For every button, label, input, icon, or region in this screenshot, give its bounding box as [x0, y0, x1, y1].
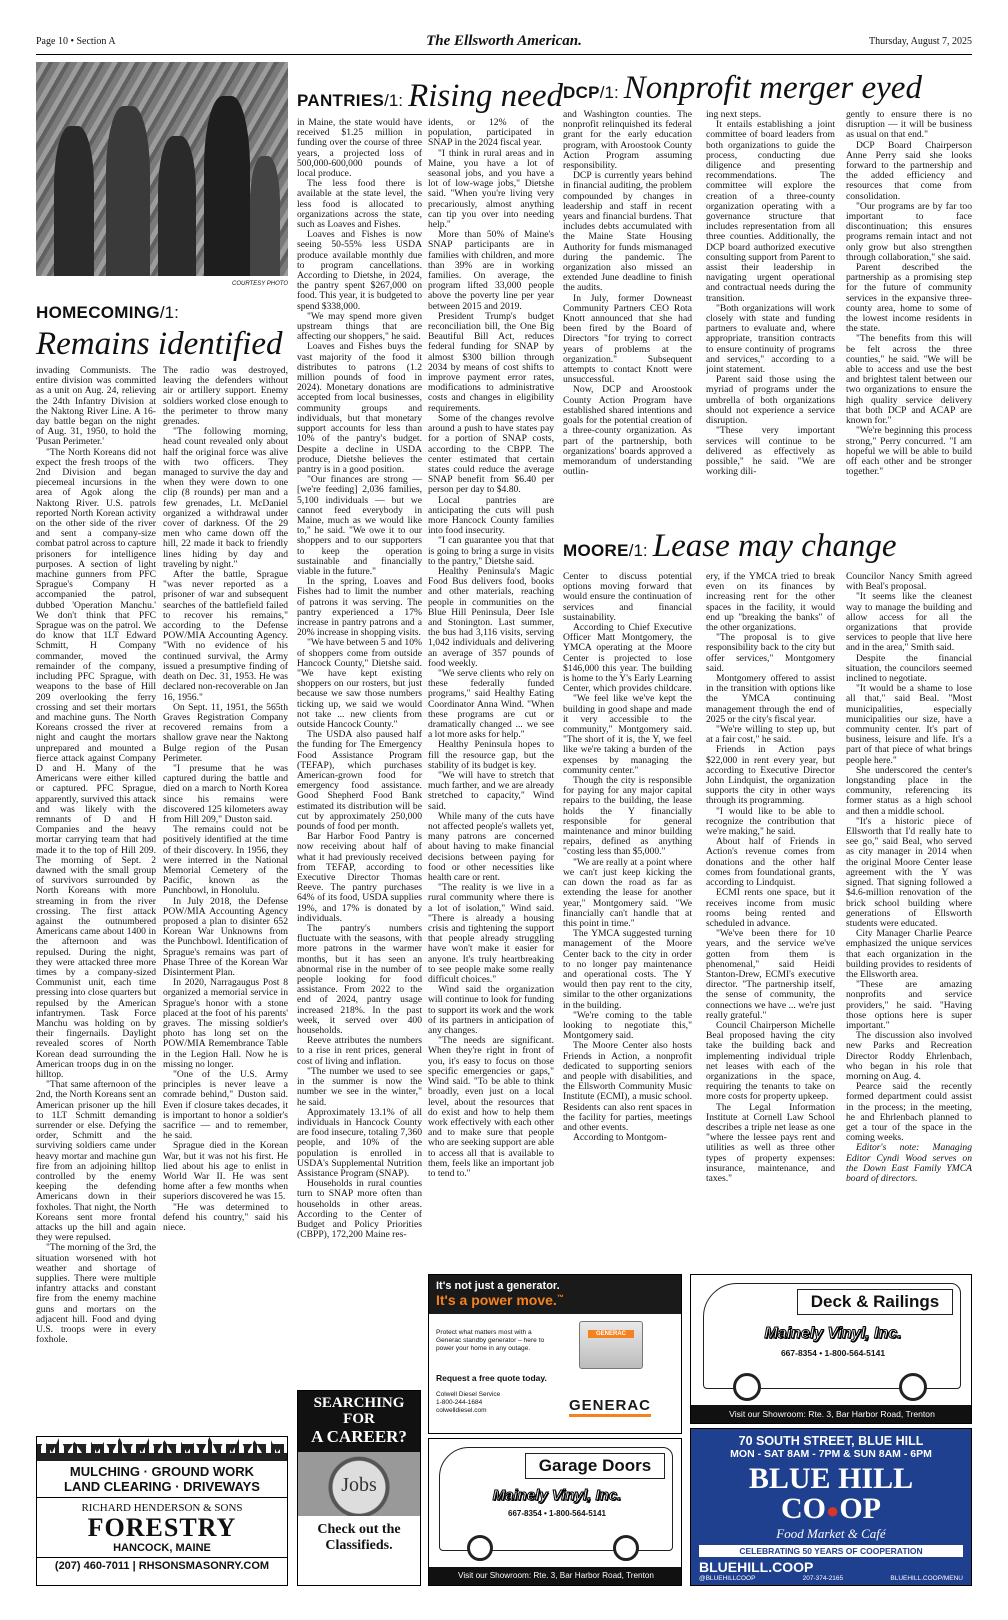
deck-brand: Mainely Vinyl, Inc.	[764, 1325, 902, 1342]
article-paragraph: "The reality is we live in a rural community where there is a lot of isolation," Wind said. "There is already a housing crisis and tightening the support that people already struggling have won't make it easier for anyone. It's truly heartbreaking to see people make some really difficult choices."	[428, 882, 554, 986]
moore-column-3	[846, 572, 972, 1257]
article-paragraph: "We may spend more given upstream things that are affecting our shoppers," he said.	[297, 310, 422, 343]
article-paragraph: After the battle, Sprague "was never reported as a prisoner of war and subsequent searches of the battlefield failed to recover his remains," according to the Defense POW/MIA Accounting Agency. "With no evidence of his continued survival, the Army issued a presumptive finding of death on Dec. 31, 1953. He was declared non-recoverable on Jan 16, 1956."	[163, 569, 288, 703]
dcp-slash: /1:	[599, 83, 619, 102]
article-paragraph: ing next steps.	[706, 110, 762, 120]
article-paragraph: Sprague died in the Korean War, but it was not his first. He lied about his age to enlist in World War II. He was sent home after a few months when superiors discovered he was 15.	[163, 1140, 288, 1203]
deck-title: Deck & Railings	[797, 1289, 953, 1315]
article-paragraph: In 2020, Narragaugus Post 8 organized a memorial service in Sprague's honor with a stone placed at the foot of his parents' graves. The missing soldier's photo has long set on the POW/MIA Remembrance Table in the Legion Hall. Now he is missing no longer.	[163, 977, 288, 1070]
pantries-column-1	[297, 118, 422, 1278]
photo-credit: COURTESY PHOTO	[231, 281, 288, 287]
homecoming-jump-label	[36, 303, 288, 323]
bluehill-social[interactable]: @BLUEHILLCOOP	[699, 1575, 756, 1582]
article-paragraph: "We're coming to the table looking to negotiate this," Montgomery said.	[563, 1009, 692, 1042]
article-paragraph: The YMCA suggested turning management of the Moore Center back to the city in order to no longer pay maintenance and operational costs. The Y would then pay rent to the city, similar to the other organizations in the building.	[563, 928, 692, 1011]
article-paragraph: In July 2018, the Defense POW/MIA Accounting Agency proposed a plan to disinter 652 Korean War Unknowns from the Punchbowl. Identification of Sprague's remains was part of Phase Three of the Korean War Disinterment Plan.	[163, 895, 288, 978]
article-paragraph: Though the city is responsible for paying for any major capital repairs to the building, the lease holds the Y financially responsible for general maintenance and minor building repairs, defined as anything "costing less than $5,000."	[563, 775, 692, 858]
bluehill-menu[interactable]: BLUEHILL.COOP/MENU	[890, 1575, 963, 1582]
career-bottom: Check out the Classifieds.	[317, 1522, 401, 1553]
generac-web: colwelldiesel.com	[436, 1407, 487, 1414]
dcp-slug: DCP	[563, 83, 600, 102]
article-paragraph: She underscored the center's longstanding place in the community, referencing its former status as a high school and then a middle school.	[846, 764, 972, 817]
bluehill-web[interactable]: BLUEHILL.COOP	[699, 1559, 814, 1575]
generac-dealer: Colwell Diesel Service	[436, 1391, 501, 1398]
article-paragraph: "The proposal is to give responsibility back to the city but offer services," Montgomery said.	[706, 632, 835, 674]
article-paragraph: "He was determined to defend his country," said his niece.	[163, 1201, 288, 1234]
article-paragraph: DCP Board Chairperson Anne Perry said she looks forward to the partnership and the added efficiency and resources that come from consolidation.	[846, 139, 972, 202]
van-wheel-rear	[613, 1535, 639, 1561]
article-paragraph: "The morning of the 3rd, the situation worsened with hot weather and shortage of supplies. There were multiple infantry attacks and constant fire from the enemy machine guns and mortars on the adjacent hill. Food and dying U.S. troops were in every foxhole.	[36, 1242, 156, 1346]
article-paragraph: While many of the cuts have not affected people's wallets yet, many patrons are concerned about having to make financial decisions between paying for food or other necessities like health care or rent.	[428, 810, 554, 884]
forestry-services-1: MULCHING · GROUND WORK	[69, 1464, 255, 1479]
article-paragraph: More than 50% of Maine's SNAP participants are in families with children, and more than 39% are in working families. On average, the program lifted 33,000 people above the poverty line per year between 2015 and 2019.	[428, 229, 554, 312]
article-paragraph: invading Communists. The entire division was committed as a unit on Aug. 24, relieving the 24th Infantry Division at the Naktong River Line. A 16-day battle began on the night of Aug. 31, 1950, to hold the 'Pusan Perimeter.'	[36, 366, 156, 448]
garage-title: Garage Doors	[525, 1453, 665, 1479]
article-paragraph: "I would like to be able to recognize the contribution that we're making," he said.	[706, 805, 835, 838]
header-rule	[36, 54, 972, 55]
apple-icon: ●	[826, 1498, 840, 1523]
career-top: SEARCHING FOR	[313, 1395, 405, 1427]
homecoming-column-1	[36, 366, 156, 1426]
article-paragraph: "That same afternoon of the 2nd, the North Koreans sent an American prisoner up the hill to 1LT Schmitt demanding surrender or else. Defying the order, Schmitt and the surviving soldiers came under heavy mortar and machine gun fire from an adjoining hilltop controlled by the enemy keeping the defending Americans down in their foxholes. That night, the North Koreans sent more frontal attacks up the hill and again they were repulsed.	[36, 1079, 156, 1244]
homecoming-slug: HOMECOMING	[36, 303, 160, 322]
article-paragraph: Reeve attributes the numbers to a rise in rent prices, general cost of living and inflation.	[297, 1035, 422, 1067]
article-paragraph: Councilor Nancy Smith agreed with Beal's proposal.	[846, 572, 972, 593]
generac-body: Protect what matters most with a Generac standby generator – here to power your home in any outage.	[436, 1329, 545, 1352]
deck-van-wheel-front	[733, 1373, 761, 1401]
article-paragraph: gently to ensure there is no disruption — it will be business as usual on that end."	[846, 110, 972, 141]
issue-date: Thursday, August 7, 2025	[869, 36, 972, 47]
article-paragraph: The remains could not be positively identified at the time of their discovery. In 1956, they were interred in the National Memorial Cemetery of the Pacific, known as the Punchbowl, in Honolulu.	[163, 824, 288, 897]
bluehill-celebrate: CELEBRATING 50 YEARS OF COOPERATION	[699, 1545, 963, 1557]
article-paragraph: "Our finances are strong — [we're feeding] 2,036 families, 5,100 individuals — but we cannot feed everybody in Maine, much as we would like to," he said. "We owe it to our shoppers and to our supporters to keep the operation sustainable and financially viable in the future."	[297, 474, 422, 577]
generac-line1: It's not just a generator.	[436, 1280, 560, 1292]
forestry-ad[interactable]	[36, 1436, 288, 1586]
article-paragraph: Households in rural counties turn to SNAP more often than households in other areas. According to the Center of Budget and Policy Priorities (CBPP), 172,200 Maine res-	[297, 1178, 422, 1241]
article-paragraph: Loaves and Fishes is now seeing 50-55% less USDA produce available monthly due to program cancellations. According to Dietshe, in 2024, the pantry spent $267,000 on food. This year, it is budgeted to spend $338,000.	[297, 229, 422, 312]
article-paragraph: The radio was destroyed, leaving the defenders without air or artillery support. Enemy soldiers worked close enough to the perimeter to throw many grenades.	[163, 366, 288, 428]
article-paragraph: It entails establishing a joint committee of board leaders from both organizations to guide the process, conducting due diligence and presenting recommendations. The committee will explore the creation of a three-county organization operating with a governance structure that includes representation from all three counties. Additionally, the DCP board authorized executive consulting support from Parent to assist their leadership in navigating urgent operational and contractual needs during the transition.	[706, 119, 835, 304]
bluehill-name: BLUE HILL	[748, 1462, 914, 1495]
article-paragraph: "Both organizations will work closely with state and funding partners to evaluate and, where appropriate, transition contracts to ensure continuity of programs and services," according to a joint statement.	[706, 302, 835, 376]
moore-headline: Lease may change	[652, 528, 897, 564]
article-paragraph: "We're beginning this process strong," Perry concurred. "I am hopeful we will be able to build off each other and be stronger together."	[846, 425, 972, 478]
article-paragraph: Bar Harbor Food Pantry is now receiving about half of what it had previously received from TEFAP, according to Executive Director Thomas Reeve. The pantry purchases 64% of its food, USDA supplies 19%, and 17% is donated by individuals.	[297, 831, 422, 924]
article-paragraph: Parent said those using the myriad of programs under the umbrella of both organizations should not experience a service disruption.	[706, 374, 835, 427]
homecoming-slash: /1:	[159, 303, 179, 322]
article-paragraph: The USDA also paused half the funding for The Emergency Food Assistance Program (TEFAP), which purchases American-grown food for emergency food assistance. Good Shepherd Food Bank estimated its distribution will be cut by approximately 250,000 pounds of food per month.	[297, 729, 422, 833]
article-paragraph: Wind said the organization will continue to look for funding to support its work and the work of its partners in anticipation of any changes.	[428, 984, 554, 1037]
article-paragraph: "The North Koreans did not expect the fresh troops of the 2nd Division and began piecemeal incursions in the area of Agok along the Naktong River. U.S. patrols reported North Korean activity on the other side of the river and sent a company-size combat patrol across to capture prisoners for intelligence purposes. A section of light machine gunners from PFC Sprague's Company H accompanied the patrol, dubbed 'Operation Manchu.' We don't think that PFC Sprague was on the patrol. We do know that 1LT Edward Schmitt, H Company commander, moved the remainder of the company, including PFC Sprague, with weapons to the base of Hill 209 overlooking the ferry crossing and set their mortars and machine guns. The North Koreans crossed the river at night and caught the mortars unprepared and mounted a fierce attack against Company D and H. Many of the Americans were either killed or captured. PFC Sprague, apparently, survived this attack and was likely with the remnants of D and H Companies and the heavy mortar carrying team that had made it to the top of Hill 209. The morning of Sept. 2 dawned with the small group of survivors surrounded by North Koreans with more streaming in from the river crossing. The first attack against the outnumbered Americans came about 1400 in the afternoon and was repulsed. During the night, they were attacked three more times by a company-sized Communist unit, each time pressing into close quarters but repulsed by the American infantrymen. Task Force Manchu was holding on by their fingernails. Daylight revealed scores of North Korean dead surrounding the American troops dug in on the hilltop.	[36, 446, 156, 1081]
moore-slash: /1:	[628, 541, 648, 560]
article-paragraph: "We are really at a point where we can't just keep kicking the can down the road as far as extending the lease for another year," Montgomery said. "We financially can't handle that at this point in time."	[563, 856, 692, 929]
article-paragraph: "The following morning, head count revealed only about half the original force was alive with two officers. They managed to survive the day and when they were down to one clip (8 rounds) per man and a few grenades, Lt. McDaniel organized a withdrawal under cover of darkness. Of the 29 men who came down off the hill, 22 made it back to friendly lines hiding by day and traveling by night."	[163, 426, 288, 570]
article-paragraph: City Manager Charlie Pearce emphasized the unique services that each organization in the building provides to residents of the Ellsworth area.	[846, 928, 972, 980]
garage-doors-ad[interactable]	[428, 1438, 682, 1586]
article-paragraph: "Our programs are by far too important to face discontinuation; this ensures programs remain intact and not only grow but also strengthen through collaboration," she said.	[846, 200, 972, 263]
moore-slug: MOORE	[563, 541, 629, 560]
article-paragraph: Local pantries are anticipating the cuts will push more Hancock County families into food insecurity.	[428, 494, 554, 537]
article-paragraph: "It's a historic piece of Ellsworth that I'd really hate to see go," said Beal, who served as city manager in 2014 when the original Moore Center lease agreement with the Y was signed. That signing followed a $4.6-million renovation of the brick school building where generations of Ellsworth students were educated.	[846, 815, 972, 929]
van-wheel-front	[467, 1535, 493, 1561]
article-paragraph: Editor's note: Managing Editor Cyndi Wood serves on the Down East Family YMCA board of directors.	[846, 1142, 972, 1184]
forestry-services-2: LAND CLEARING · DRIVEWAYS	[37, 1479, 287, 1498]
deck-phones: 667-8354 • 1-800-564-5141	[780, 1348, 886, 1358]
article-paragraph: "The benefits from this will be felt across the three counties," he said. "We will be able to access and use the best and brightest talent between our two organizations to ensure the high quality service delivery that both DCP and ACAP are known for."	[846, 333, 972, 427]
article-paragraph: "One of the U.S. Army principles is never leave a comrade behind," Duston said. Even if closure takes decades, it is important to honor a soldier's sacrifice — and to remember, he said.	[163, 1069, 288, 1142]
bluehill-coop-ad[interactable]	[690, 1428, 972, 1586]
homecoming-column-2	[163, 366, 288, 1426]
moore-jump-label	[563, 528, 983, 565]
dcp-jump-label	[563, 70, 983, 107]
article-paragraph: idents, or 12% of the population, participated in SNAP in the 2024 fiscal year.	[428, 118, 554, 149]
forestry-contact: (207) 460-7011 | RHSONSMASONRY.COM	[37, 1557, 287, 1572]
garage-showroom: Visit our Showroom: Rte. 3, Bar Harbor Road, Trenton	[429, 1567, 682, 1585]
pantries-slash: /1:	[384, 91, 403, 110]
page-number: Page 10 • Section A	[36, 36, 116, 47]
article-paragraph: President Trump's budget reconciliation bill, the One Big Beautiful Bill Act, reduces federal funding for SNAP by almost $300 billion through 2034 by means of cost shifts to improve payment error rates, modifications to administrative costs and changes in eligibility requirements.	[428, 310, 554, 414]
article-paragraph: According to Montgom-	[573, 1132, 667, 1144]
article-paragraph: "We've been there for 10 years, and the service we've gotten from them is phenomenal," said Heidi Stanton-Drew, ECMI's executive director. "The partnership itself, the sense of community, the connections we have ... we're just really grateful."	[706, 928, 835, 1021]
garage-brand: Mainely Vinyl, Inc.	[492, 1487, 622, 1504]
deck-van-wheel-rear	[899, 1373, 927, 1401]
article-paragraph: ery, if the YMCA tried to break even on its finances by increasing rent for the other spaces in the facility, it would end up "breaking the banks" of the other organizations.	[706, 572, 835, 634]
pantries-column-2	[428, 118, 554, 1278]
article-paragraph: ECMI rents one space, but it receives income from music rooms being rented and scheduled in advance.	[706, 887, 835, 929]
generac-line2: It's a power move.™	[436, 1292, 564, 1308]
article-paragraph: Pearce said the recently formed department could assist in the process; in the meeting, he and Ehrlenbach planned to get a tour of the space in the coming weeks.	[846, 1081, 972, 1144]
article-paragraph: and Washington counties. The nonprofit relinquished its federal grant for the early education program, with Aroostook County Action Program assuming responsibility.	[563, 110, 692, 172]
deck-railings-ad[interactable]	[690, 1274, 972, 1424]
article-paragraph: "We will have to stretch that much farther, and we are already stretched to capacity," Wind said.	[428, 770, 554, 812]
article-paragraph: On Sept. 11, 1951, the 565th Graves Registration Company recovered remains from a shallow grave near the Naktong Bulge region of the Pusan Perimeter.	[163, 701, 288, 764]
article-paragraph: About half of Friends in Action's revenue comes from donations and the other half comes from foundational grants, according to Lindquist.	[706, 836, 835, 889]
article-paragraph: "These very important services will continue to be delivered as effectively as possible," he said. "We are working dili-	[706, 425, 835, 478]
generac-logo: GENERAC	[569, 1397, 651, 1417]
article-paragraph: The discussion also involved new Parks and Recreation Director Roddy Ehrlenbach, who began in his role that morning on Aug. 4.	[846, 1030, 972, 1082]
dcp-headline: Nonprofit merger eyed	[623, 70, 922, 106]
article-paragraph: Parent described the partnership as a promising step for the future of community services in the expansive three-county area, home to some of the lowest income residents in the state.	[846, 262, 972, 335]
classifieds-ad[interactable]	[297, 1390, 421, 1586]
article-paragraph: in Maine, the state would have received $1.25 million in funding over the course of three years, a projected loss of 500,000-600,000 pounds of local produce.	[297, 118, 422, 180]
article-paragraph: According to Chief Executive Officer Matt Montgomery, the YMCA operating at the Moore Center is projected to lose $146,000 this year. The building is home to the Y's Early Learning Center, which provides childcare.	[563, 622, 692, 695]
treeline-graphic	[37, 1437, 287, 1461]
article-paragraph: Friends in Action pays $22,000 in rent every year, but according to Executive Director John Lindquist, the organization supports the city in other ways through its programming.	[706, 744, 835, 807]
generac-ad[interactable]	[428, 1274, 682, 1434]
article-paragraph: In the spring, Loaves and Fishes had to limit the number of patrons it was serving. The pantry experienced a 17% increase in pantry patrons and a 20% increase in shopping visits.	[297, 576, 422, 639]
forestry-name: FORESTRY	[87, 1513, 237, 1542]
masthead: The Ellsworth American.	[426, 33, 582, 49]
article-paragraph: "I think in rural areas and in Maine, you have a lot of seasonal jobs, and you have a lot of low-wage jobs," Dietshe said. "When you're living very precariously, almost anything can tip you over into needing help."	[428, 147, 554, 231]
article-paragraph: "The needs are significant. When they're right in front of you, it's easy to focus on those specific emergencies or gaps," Wind said. "To be able to think broadly, even just on a local level, about the resources that do exist and how to help them work effectively with each other and to make sure that people who are seeking support are able to access all that is available to them, feels like an important job to tend to."	[428, 1035, 554, 1179]
moore-column-1	[563, 572, 692, 1257]
coop-wordmark: CO●OP	[781, 1492, 881, 1525]
article-paragraph: "We serve clients who rely on these federally funded programs," said Healthy Eating Coordinator Anna Wind. "When these programs are cut or dramatically changed ... we see a lot more asks for help."	[428, 667, 554, 741]
article-paragraph: Montgomery offered to assist in the transition with options like the YMCA continuing management through the end of 2025 or the city's fiscal year.	[706, 673, 835, 725]
generator-unit-graphic	[579, 1321, 643, 1369]
article-paragraph: Approximately 13.1% of all individuals in Hancock County are food insecure, totaling 7,360 people, and 10% of the population is enrolled in USDA's Supplemental Nutrition Assistance Program (SNAP).	[297, 1106, 422, 1179]
article-paragraph: The less food there is available at the state level, the less food is allocated to organizations across the state, such as Loaves and Fishes.	[297, 178, 422, 231]
forestry-company: RICHARD HENDERSON & SONS	[81, 1502, 243, 1514]
deck-showroom: Visit our Showroom: Rte. 3, Bar Harbor Road, Trenton	[691, 1405, 972, 1423]
generac-phone: 1-800-244-1684	[436, 1399, 483, 1406]
career-jobs-word: Jobs	[341, 1474, 377, 1496]
dcp-column-1	[563, 110, 692, 515]
article-paragraph: Council Chairperson Michelle Beal proposed having the city take the building back and implementing individual triple net leases with each of the organizations in the space, requiring the tenants to take on more costs for property upkeep.	[706, 1019, 835, 1103]
article-paragraph: "The number we used to see in the summer is now the number we see in the winter," he said.	[297, 1065, 422, 1108]
bluehill-address: 70 SOUTH STREET, BLUE HILL	[738, 1434, 924, 1448]
bluehill-footer	[691, 1575, 971, 1582]
article-paragraph: In July, former Downeast Community Partners CEO Rota Knott announced that she had been fired by the Board of Directors "for trying to correct years of problems at the organization." Subsequent attempts to contact Knott were unsuccessful.	[563, 292, 692, 386]
article-paragraph: "We feel like we've kept the building in good shape and made it very accessible to the community," Montgomery said. "The short of it is, the Y, we feel like we're taking a burden of the expenses by managing the community center."	[563, 693, 692, 776]
generator-unit-label: GENERAC	[588, 1330, 634, 1338]
generac-banner	[429, 1275, 681, 1314]
article-paragraph: The Legal Information Institute at Cornell Law School describes a triple net lease as one "where the lessee pays rent and utilities as well as three other types of property expenses: insurance, maintenance, and taxes."	[706, 1101, 835, 1184]
article-paragraph: DCP is currently years behind in financial auditing, the problem compounded by changes in leadership and staff in recent years and financial burdens. That includes debts accumulated with the Maine State Housing Authority for funds mismanaged during the pandemic. The organization also missed an extended June deadline to finish the audits.	[563, 170, 692, 294]
homecoming-headline: Remains identified	[36, 326, 283, 362]
bluehill-hours: MON - SAT 8AM - 7PM & SUN 8AM - 6PM	[730, 1448, 932, 1460]
article-paragraph: The pantry's numbers fluctuate with the seasons, with more patrons in the warmer months, but it has seen an abnormal rise in the number of people looking for food assistance. From 2022 to the end of 2024, pantry usage increased 218%. In the past week, it served over 400 households.	[297, 923, 422, 1037]
dcp-column-2	[706, 110, 835, 515]
article-paragraph: Some of the changes revolve around a push to have states pay for a portion of SNAP costs, according to the CBPP. The center estimated that certain states could reduce the average SNAP benefit from $6.40 per person per day to $4.80.	[428, 412, 554, 496]
bluehill-phone: 207-374-2165	[802, 1575, 844, 1582]
article-paragraph: Center to discuss potential options moving forward that would ensure the continuation of services and financial sustainability.	[563, 572, 692, 623]
soldiers-photo	[36, 62, 288, 276]
article-paragraph: Loaves and Fishes buys the vast majority of the food it distributes to patrons (1.2 million pounds of food in 2024). Monetary donations are accepted from local businesses, community groups and individuals, but that monetary support accounts for less than 10% of the pantry's budget. Despite a decline in USDA produce, Dietshe believes the pantry is in a good position.	[297, 341, 422, 475]
article-paragraph: Now, DCP and Aroostook County Action Program have established shared intentions and goals for the potential creation of a three-county organization. As part of the partnership, both organizations' boards approved a memorandum of understanding outlin-	[563, 384, 692, 478]
generac-cta: Request a free quote today.	[436, 1373, 547, 1383]
article-paragraph: Healthy Peninsula's Magic Food Bus delivers food, books and other materials, reaching people in communities on the Blue Hill Peninsula, Deer Isle and Stonington. Last summer, the bus had 3,116 visits, serving 1,042 individuals and delivering an average of 357 pounds of food weekly.	[428, 565, 554, 669]
magnifier-graphic	[298, 1452, 420, 1516]
article-paragraph: "I can guarantee you that that is going to bring a surge in visits to the pantry," Dietshe said.	[428, 535, 554, 567]
article-paragraph: "These are amazing nonprofits and service providers," he said. "Having those options here is super important."	[846, 979, 972, 1031]
article-paragraph: "I presume that he was captured during the battle and died on a march to North Korea since his remains were discovered 125 kilometers away from Hill 209," Duston said.	[163, 762, 288, 825]
article-paragraph: The Moore Center also hosts Friends in Action, a nonprofit dedicated to supporting seniors and people with disabilities, and the Ellsworth Community Music Institute (ECMI), a music school. Residents can also rent spaces in the facility for parties, meetings and other events.	[563, 1040, 692, 1133]
article-paragraph: Healthy Peninsula hopes to fill the resource gap, but the stability of its budget is key.	[428, 739, 554, 771]
pantries-jump-label	[297, 78, 563, 115]
article-paragraph: Despite the financial situation, the councilors seemed inclined to negotiate.	[846, 652, 972, 685]
bluehill-sub: Food Market & Café	[776, 1526, 886, 1541]
pantries-headline: Rising need	[408, 78, 563, 114]
dcp-column-3	[846, 110, 972, 515]
forestry-town: HANCOCK, MAINE	[113, 1542, 211, 1554]
article-paragraph: "It seems like the cleanest way to manage the building and allow access for all the organizations that provide services to people that live here and in the area," Smith said.	[846, 591, 972, 654]
garage-phones: 667-8354 • 1-800-564-5141	[508, 1509, 606, 1518]
article-paragraph: "We're willing to step up, but at a fair cost," he said.	[706, 724, 835, 746]
article-paragraph: "It would be a shame to lose all that," said Beal. "Most municipalities, especially municipalities our size, have a community center. It's part of business, leisure and life. It's a part of that piece of what brings people here."	[846, 683, 972, 766]
article-paragraph: "We have between 5 and 10% of shoppers come from outside Hancock County," Dietshe said. "We have kept existing shoppers on our rosters, but just because we saw those numbers ticking up, we said we would not take ... new clients from outside Hancock County."	[297, 637, 422, 730]
pantries-slug: PANTRIES	[297, 91, 385, 110]
moore-column-2	[706, 572, 835, 1257]
career-big: A CAREER?	[311, 1427, 407, 1446]
generac-dealer-block	[436, 1391, 500, 1415]
